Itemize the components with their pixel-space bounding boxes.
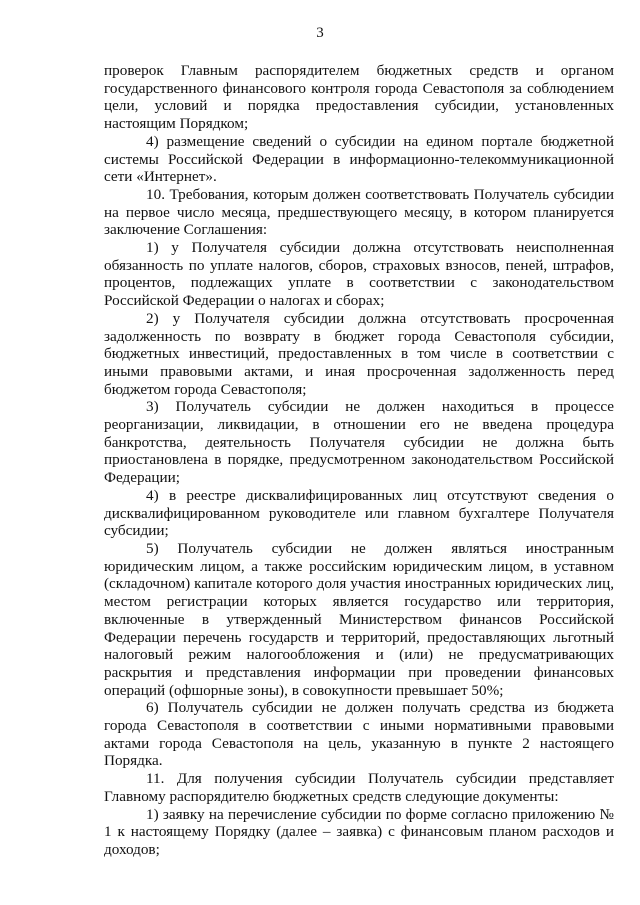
paragraph: 10. Требования, которым должен соответствовать Получатель субсидии на первое число месяца, предшествующего месяцу, в котором планируется заключение Соглашения: [104, 185, 614, 239]
paragraph: 11. Для получения субсидии Получатель субсидии представляет Главному распорядителю бюджетных средств следующие документы: [104, 770, 614, 805]
document-body [104, 62, 614, 859]
paragraph: 3) Получатель субсидии не должен находиться в процессе реорганизации, ликвидации, в отношении его не введена процедура банкротства, деятельность Получателя субсидии не должна быть приостановлена в порядке, предусмотренном законодательством Российской Федерации; [104, 398, 614, 487]
paragraph: 5) Получатель субсидии не должен являться иностранным юридическим лицом, а также российским юридическим лицом, в уставном (складочном) капитале которого доля участия иностранных юридических лиц, местом регистрации которых является государство или территория, включенные в утвержденный Министерством финансов Российской Федерации перечень государств и территорий, предоставляющих льготный налоговый режим налогообложения и (или) не предусматривающих раскрытия и представления информации при проведении финансовых операций (офшорные зоны), в совокупности превышает 50%; [104, 539, 614, 699]
paragraph: 6) Получатель субсидии не должен получать средства из бюджета города Севастополя в соответствии с иными нормативными правовыми актами города Севастополя на цель, указанную в пункте 2 настоящего Порядка. [104, 699, 614, 770]
paragraph: 1) у Получателя субсидии должна отсутствовать неисполненная обязанность по уплате налогов, сборов, страховых взносов, пеней, штрафов, процентов, подлежащих уплате в соответствии с законодательством Российской Федерации о налогах и сборах; [104, 239, 614, 310]
paragraph: 4) размещение сведений о субсидии на едином портале бюджетной системы Российской Федерации в информационно-телекоммуникационной сети «Интернет». [104, 132, 614, 186]
paragraph: 2) у Получателя субсидии должна отсутствовать просроченная задолженность по возврату в бюджет города Севастополя субсидии, бюджетных инвестиций, предоставленных в том числе в соответствии с иными правовыми актами, и иная просроченная задолженность перед бюджетом города Севастополя; [104, 309, 614, 398]
page-number: 3 [316, 25, 324, 41]
paragraph: 1) заявку на перечисление субсидии по форме согласно приложению № 1 к настоящему Порядку (далее – заявка) с финансовым планом расходов и доходов; [104, 805, 614, 858]
paragraph: проверок Главным распорядителем бюджетных средств и органом государственного финансового контроля города Севастополя за соблюдением цели, условий и порядка предоставления субсидии, установленных настоящим Порядком; [104, 62, 614, 133]
paragraph: 4) в реестре дисквалифицированных лиц отсутствуют сведения о дисквалифицированном руководителе или главном бухгалтере Получателя субсидии; [104, 486, 614, 540]
